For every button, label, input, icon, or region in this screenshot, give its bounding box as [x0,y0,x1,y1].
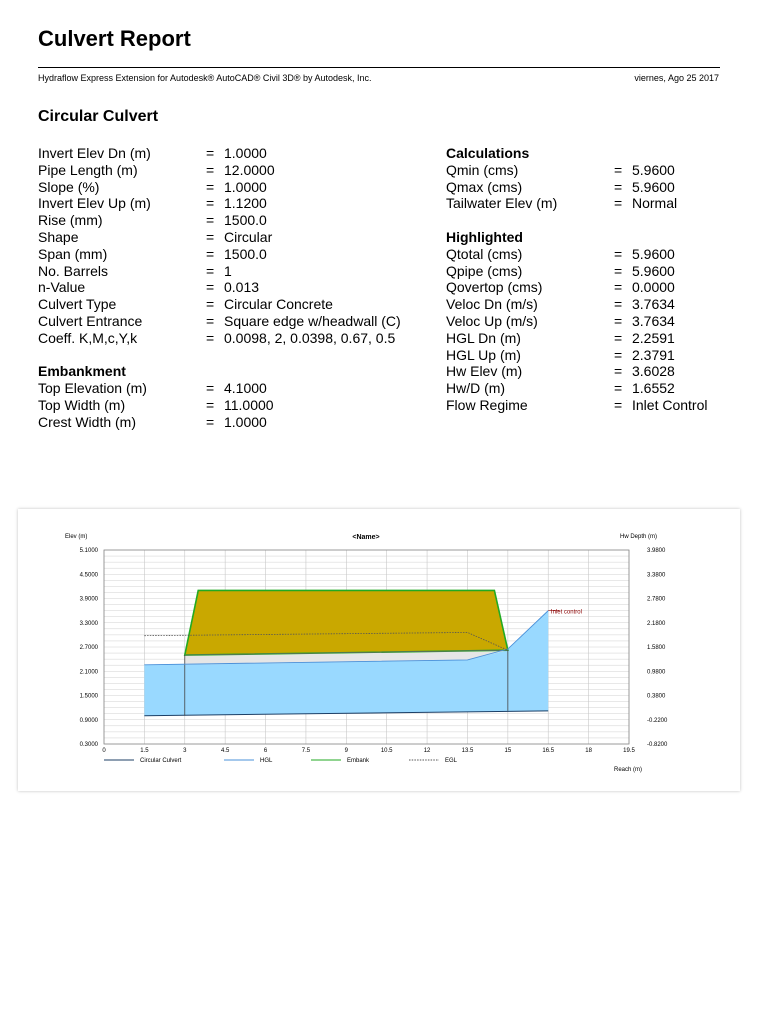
param-row-value: 1500.0 [224,212,267,229]
param-row-value: 12.0000 [224,161,275,178]
legend-entry: HGL [260,758,273,764]
highlighted-row-label: HGL Up (m) [446,346,521,363]
param-row-label: Span (mm) [38,245,108,262]
param-row-eq: = [206,212,215,229]
y2-tick-label: 3.9800 [647,548,666,554]
embankment-row-value: 11.0000 [224,396,274,413]
x-tick-label: 15 [504,748,512,754]
embankment-row-eq: = [206,396,215,413]
legend-entry: Embank [347,758,370,764]
software-credit: Hydraflow Express Extension for Autodesk® AutoCAD® Civil 3D® by Autodesk, Inc. [38,73,372,83]
x-tick-label: 0 [102,748,106,754]
highlighted-row-eq: = [614,363,623,380]
chart-legend [104,758,458,764]
x-tick-label: 10.5 [380,748,393,754]
param-row-label: Pipe Length (m) [38,161,138,178]
x-tick-label: 18 [585,748,592,754]
highlighted-row-value: 5.9600 [632,262,675,279]
y2-tick-label: 3.3800 [647,572,666,579]
param-row [38,263,438,280]
param-row-value: 1.0000 [224,178,267,195]
spacer [38,347,438,364]
annotation-text: Inlet control [550,609,582,616]
highlighted-row-value: 2.2591 [632,329,675,346]
param-row [38,179,438,196]
culvert-parameters [38,145,438,431]
param-row [38,246,438,263]
calculation-results [446,145,736,414]
header-rule [38,67,720,68]
param-row [38,229,438,246]
embankment-row-value: 4.1000 [224,380,267,397]
profile-chart [18,509,740,791]
calculation-row-value: Normal [632,195,678,212]
embankment-row-label: Crest Width (m) [38,413,136,430]
chart-title: <Name> [352,534,380,541]
param-row-label: Coeff. K,M,c,Y,k [38,329,138,346]
chart-plot [144,590,582,715]
y2-tick-label: 2.7800 [647,596,666,603]
param-row-eq: = [206,329,215,346]
param-row-value: 1.1200 [224,195,267,212]
embankment-row [38,414,438,431]
legend-entry: EGL [445,758,458,764]
param-row-value: 1 [224,262,232,279]
highlighted-row-label: Veloc Dn (m/s) [446,296,538,313]
embankment-row-label: Top Elevation (m) [38,380,147,397]
highlighted-heading: Highlighted [446,228,523,245]
highlighted-row-label: Qtotal (cms) [446,245,523,262]
highlighted-row [446,263,736,280]
param-row-label: Culvert Entrance [38,312,143,329]
highlighted-row [446,279,736,296]
param-row-eq: = [206,195,215,212]
highlighted-row-label: Flow Regime [446,396,528,413]
param-row [38,296,438,313]
highlighted-row [446,363,736,380]
highlighted-row-label: HGL Dn (m) [446,329,521,346]
highlighted-row-label: Hw/D (m) [446,380,506,397]
embankment-shape [185,590,508,655]
param-row [38,313,438,330]
embankment-row-eq: = [206,413,215,430]
y-tick-label: 0.9000 [79,717,98,724]
embankment-row-label: Top Width (m) [38,396,126,413]
param-row-label: Shape [38,228,79,245]
y-tick-label: 3.9000 [79,596,98,603]
report-date: viernes, Ago 25 2017 [634,73,719,83]
y-tick-label: 4.5000 [79,572,98,579]
param-row-eq: = [206,161,215,178]
param-row [38,145,438,162]
highlighted-row-label: Qovertop (cms) [446,279,543,296]
legend-entry: Circular Culvert [140,758,182,764]
highlighted-row-value: 1.6552 [632,380,675,397]
calculation-row-label: Qmin (cms) [446,161,519,178]
x-tick-label: 16.5 [542,748,555,754]
highlighted-row [446,296,736,313]
param-row-eq: = [206,312,215,329]
param-row-eq: = [206,279,215,296]
highlighted-row-eq: = [614,296,623,313]
embankment-row-value: 1.0000 [224,413,267,430]
section-title: Circular Culvert [38,108,159,125]
y-tick-label: 0.3000 [79,742,98,748]
calculation-row [446,162,736,179]
calculation-row-eq: = [614,161,623,178]
embankment-row [38,380,438,397]
x-tick-label: 7.5 [301,748,311,754]
param-row [38,212,438,229]
y-tick-label: 5.1000 [79,548,98,554]
embankment-heading: Embankment [38,363,126,380]
param-row-label: Invert Elev Dn (m) [38,145,151,161]
param-row-label: No. Barrels [38,262,109,279]
highlighted-row-eq: = [614,262,623,279]
param-row-label: n-Value [38,279,86,296]
y-tick-label: 2.1000 [79,669,98,676]
spacer [446,212,736,229]
param-row-value: 0.013 [224,279,260,296]
highlighted-row [446,380,736,397]
param-row-label: Culvert Type [38,296,117,313]
param-row-eq: = [206,262,215,279]
param-row-eq: = [206,296,215,313]
calculation-row [446,179,736,196]
highlighted-row-eq: = [614,329,623,346]
calculation-row-value: 5.9600 [632,178,675,195]
param-row-label: Slope (%) [38,178,100,195]
embankment-row-eq: = [206,380,215,397]
calculation-row [446,195,736,212]
x-tick-label: 1.5 [140,748,149,754]
param-row [38,279,438,296]
y2-tick-label: 0.3800 [647,693,666,700]
param-row-value: 1.0000 [224,145,267,161]
report-title: Culvert Report [38,26,191,51]
profile-chart-frame [18,509,740,791]
param-row-value: 1500.0 [224,245,267,262]
param-row-value: 0.0098, 2, 0.0398, 0.67, 0.5 [224,329,396,346]
highlighted-row-value: 2.3791 [632,346,675,363]
calculation-row-label: Tailwater Elev (m) [446,195,558,212]
highlighted-row-label: Qpipe (cms) [446,262,523,279]
x-tick-label: 4.5 [220,748,230,754]
highlighted-row [446,397,736,414]
param-row-eq: = [206,178,215,195]
y2-tick-label: 0.9800 [647,669,666,676]
highlighted-row-value: 5.9600 [632,245,675,262]
y2-tick-label: 2.1800 [647,620,666,627]
highlighted-row-value: 3.7634 [632,296,675,313]
param-row [38,162,438,179]
calculation-row-eq: = [614,195,623,212]
param-row-eq: = [206,245,215,262]
y2-tick-label: 1.5800 [647,645,666,651]
calculation-row-value: 5.9600 [632,161,675,178]
highlighted-row-value: 3.6028 [632,363,675,380]
calculation-row-eq: = [614,178,623,195]
y-tick-label: 2.7000 [79,645,98,651]
y2-tick-label: -0.8200 [647,742,668,748]
calculations-heading: Calculations [446,145,530,161]
param-row-value: Square edge w/headwall (C) [224,312,401,329]
highlighted-row-label: Hw Elev (m) [446,363,523,380]
highlighted-row-value: 0.0000 [632,279,675,296]
param-row-eq: = [206,145,215,161]
highlighted-row-value: Inlet Control [632,396,708,413]
embankment-row [38,397,438,414]
param-row [38,330,438,347]
highlighted-row-eq: = [614,396,623,413]
highlighted-row [446,246,736,263]
highlighted-row-eq: = [614,312,623,329]
highlighted-row-eq: = [614,380,623,397]
y2-tick-label: -0.2200 [647,717,668,724]
x-tick-label: 13.5 [461,748,474,754]
param-row-label: Invert Elev Up (m) [38,195,151,212]
calculation-row-label: Qmax (cms) [446,178,523,195]
param-row-value: Circular Concrete [224,296,333,313]
highlighted-row [446,313,736,330]
highlighted-row [446,330,736,347]
param-row-label: Rise (mm) [38,212,103,229]
x-axis-label: Reach (m) [614,767,643,773]
param-row [38,195,438,212]
highlighted-row-value: 3.7634 [632,312,675,329]
highlighted-row-eq: = [614,346,623,363]
x-tick-label: 19.5 [623,748,635,754]
param-row-value: Circular [224,228,273,245]
x-tick-label: 3 [183,748,187,754]
highlighted-row-eq: = [614,245,623,262]
highlighted-row [446,347,736,364]
highlighted-row-label: Veloc Up (m/s) [446,312,538,329]
x-tick-label: 6 [263,748,268,754]
param-row-eq: = [206,228,215,245]
x-tick-label: 12 [423,748,431,754]
y-tick-label: 3.3000 [79,620,98,627]
y-tick-label: 1.5000 [79,693,98,700]
y-axis-label: Elev (m) [65,534,88,540]
y2-axis-label: Hw Depth (m) [620,534,658,540]
x-tick-label: 9 [344,748,348,754]
highlighted-row-eq: = [614,279,623,296]
